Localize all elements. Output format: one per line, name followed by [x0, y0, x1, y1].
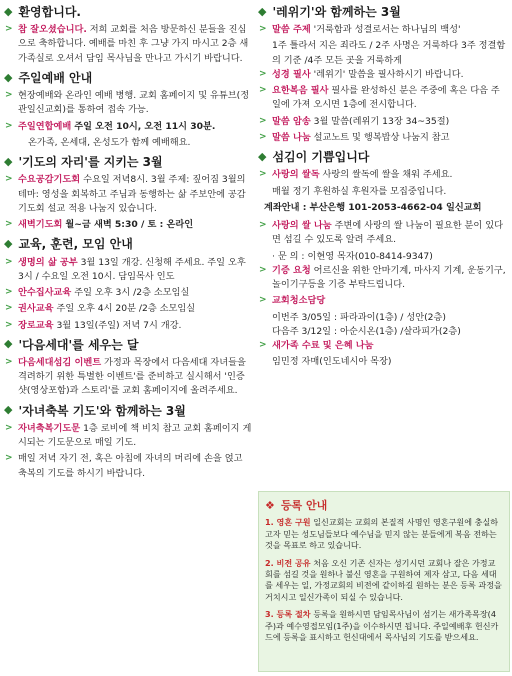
list-item: > 말씀 암송 3월 말씀(레위기 13장 34~35절)	[259, 115, 450, 127]
sharing-section	[258, 149, 508, 369]
diamond-icon: ◆	[4, 403, 13, 417]
list-sub-text: 1주 틀라서 지은 죄라도 / 2주 사명은 거룩하다 3주 정결함의 기준 /4주 모든 곳을 거룩하게	[272, 40, 506, 66]
list-item: > 말씀 주제 '거룩함과 성결로서는 하나님의 백성'	[259, 24, 461, 36]
bank-account: 계좌안내 : 부산은행 101-2053-4662-04 일신교회	[264, 201, 482, 213]
diamond-icon: ◆	[4, 154, 13, 168]
arrow-right-icon: >	[5, 174, 13, 185]
list-item: > 수요공감기도회 수요일 저녁8시. 3월 주제: 짚어짐 3월의 테마: 영성을 회복하고 주님과 동행하는 삶 주보안에 공감기도회 설교 적용 나눔지 있습니다.	[5, 174, 246, 214]
list-item: > 교회청소담당	[259, 295, 326, 307]
section-title: ◆ 교육, 훈련, 모임 안내	[4, 236, 133, 252]
arrow-right-icon: >	[259, 85, 267, 96]
arrow-right-icon: >	[259, 169, 267, 180]
section-title: ◆ '레위기'와 함께하는 3월	[258, 4, 401, 19]
left-column	[4, 4, 252, 485]
section-title: ◆ '기도의 자리'를 지키는 3월	[4, 154, 163, 170]
arrow-right-icon: >	[5, 356, 13, 367]
arrow-right-icon: >	[259, 115, 267, 126]
list-sub-text: 온가족, 온세대, 온성도가 함께 예배해요.	[28, 136, 191, 148]
arrow-right-icon: >	[259, 68, 267, 79]
section-title: ❖ 등록 안내	[265, 497, 503, 514]
section-title: ◆ 환영합니다.	[4, 4, 81, 19]
star-icon: ❖	[265, 499, 275, 512]
list-item: > 참 잘오셨습니다. 저희 교회를 처음 방문하신 분들을 진심으로 축하합니다. 예배를 마친 후 그냥 가지 마시고 2층 새가족실로 오셔서 담임 목사님을 만나고 가시기 바랍니다.	[5, 24, 249, 64]
list-sub-text: 매월 정기 후원하실 후원자를 모집중입니다.	[272, 185, 447, 197]
registration-box	[258, 491, 510, 672]
diamond-icon: ◆	[258, 149, 267, 163]
arrow-right-icon: >	[5, 24, 13, 35]
registration-paragraph: 2. 비전 공유 처음 오신 기존 신자는 성기시던 교회나 잘은 가정교회를 섬길 것을 원하나 불신 영혼을 구원하여 제자 삼고, 다음 세대를 세우는 일, 가정교회의 비전에 같이하길 원하는 분은 등록 과정을 거치시고 일신가족이 되실 수 있습니다.	[265, 557, 502, 602]
arrow-right-icon: >	[5, 256, 13, 267]
arrow-right-icon: >	[259, 264, 267, 275]
list-item: > 사랑의 쌀독 사랑의 쌀독에 쌀을 채워 주세요.	[259, 169, 453, 181]
section-title: ◆ 섬김이 기쁨입니다	[258, 149, 370, 165]
arrow-right-icon: >	[5, 219, 13, 230]
list-sub-text: 임민정 자매(인도네시아 목장)	[272, 356, 392, 368]
diamond-icon: ◆	[4, 337, 13, 351]
reading-section	[258, 4, 508, 145]
arrow-right-icon: >	[259, 220, 267, 231]
registration-paragraph: 1. 영혼 구원 일신교회는 교회의 본질적 사명인 영혼구원에 충실하고자 믿는 성도님들보다 예수님을 믿지 않는 분들에게 복음 전하는 것을 목표로 하고 있습니다.	[265, 517, 499, 551]
list-item: > 안수집사교육 주일 오후 3시 /2층 소모임실	[5, 287, 190, 298]
list-item: > 현장예배와 온라인 예배 병행. 교회 홈페이지 및 유튜브(정관일신교회)를 통하여 접속 가능.	[5, 90, 250, 116]
list-item: > 새가족 수료 및 은혜 나눔	[259, 340, 374, 352]
arrow-right-icon: >	[5, 319, 13, 330]
list-item: > 자녀축복기도문 1층 로비에 책 비치 참고 교회 홈페이지 게시되는 기도문으로 매일 기도.	[5, 422, 252, 449]
diamond-icon: ◆	[4, 4, 13, 18]
list-item: > 기증 요청 어르신을 위한 안마기계, 마사지 기계, 운동기구, 놀이기구등을 기증 부탁드립니다.	[259, 264, 506, 291]
list-item: > 다음세대섬김 이벤트 가정과 목장에서 다음세대 자녀들을 격려하기 위한 특별한 이벤트'를 준비하고 실시해서 '인증샷(영상포함)과 스토리'를 교회 홈페이지에 올려주세요.	[5, 356, 246, 397]
section-title: ◆ '다음세대'를 세우는 달	[4, 337, 139, 352]
list-item: > 장로교육 3월 13일(주일) 저녁 7시 개강.	[5, 319, 182, 331]
arrow-right-icon: >	[259, 131, 267, 142]
arrow-right-icon: >	[259, 340, 267, 351]
diamond-icon: ◆	[4, 236, 13, 250]
list-item: > 주일연합예배 주일 오전 10시, 오전 11시 30분.	[5, 120, 216, 132]
list-item: > 매일 저녁 자기 전, 혹은 아침에 자녀의 머리에 손을 얹고 축복의 기도를 하시기 바랍니다.	[5, 453, 243, 479]
list-item: > 사랑의 쌀 나눔 주변에 사랑의 쌀 나눔이 필요한 분이 있다면 섬길 수 있도록 알려 주세요.	[259, 220, 503, 246]
education-section	[4, 236, 252, 332]
children-blessing-section	[4, 403, 252, 481]
list-item: > 새벽기도회 월~금 새벽 5:30 / 토 : 온라인	[5, 219, 194, 231]
diamond-icon: ◆	[4, 70, 13, 84]
list-sub-text: · 문 의 : 이현영 목자(010-8414-9347)	[272, 250, 433, 262]
arrow-right-icon: >	[5, 287, 13, 297]
section-title: ◆ '자녀축복 기도'와 함께하는 3월	[4, 403, 186, 418]
list-item: > 성경 필사 '레위기' 말씀을 필사하시기 바랍니다.	[259, 68, 464, 80]
list-item: > 말씀 나눔 설교노트 및 행복밥상 나눔지 참고	[259, 131, 450, 143]
arrow-right-icon: >	[5, 120, 13, 131]
arrow-right-icon: >	[259, 24, 267, 35]
next-gen-section	[4, 337, 252, 399]
list-item: > 요한복음 필사 필사를 완성하신 분은 주중에 혹은 다음 주일에 가져 오시면 1층에 전시합니다.	[259, 85, 500, 111]
arrow-right-icon: >	[5, 422, 13, 433]
list-item: > 생명의 삶 공부 3월 13일 개강. 신청해 주세요. 주일 오후 3시 / 수요일 오전 10시. 담임목사 인도	[5, 256, 246, 282]
arrow-right-icon: >	[5, 453, 13, 464]
registration-paragraph: 3. 등록 절차 등록을 원하시면 담임목사님이 섬기는 새가족목장(4주)과 예수영접모임(1주)을 이수하시면 됩니다. 주일예배후 헌신카드에 등록을 표시하고 헌신대에서 목사님의 기도를 받으세요.	[265, 609, 499, 643]
arrow-right-icon: >	[5, 303, 13, 314]
arrow-right-icon: >	[259, 295, 267, 306]
list-sub-text: 다음주 3/12일 : 아순시온(1층) /살라피가(2층)	[272, 325, 461, 337]
list-sub-text: 이번주 3/05일 : 파라과이(1층) / 성안(2층)	[272, 311, 446, 323]
list-item: > 권사교육 주일 오후 4시 20분 /2층 소모임실	[5, 303, 196, 315]
right-column	[258, 4, 508, 374]
section-title: ◆ 주일예배 안내	[4, 70, 93, 85]
welcome-section	[4, 4, 252, 66]
diamond-icon: ◆	[258, 4, 267, 18]
prayer-section	[4, 154, 252, 232]
arrow-right-icon: >	[5, 90, 13, 101]
worship-section	[4, 70, 252, 150]
